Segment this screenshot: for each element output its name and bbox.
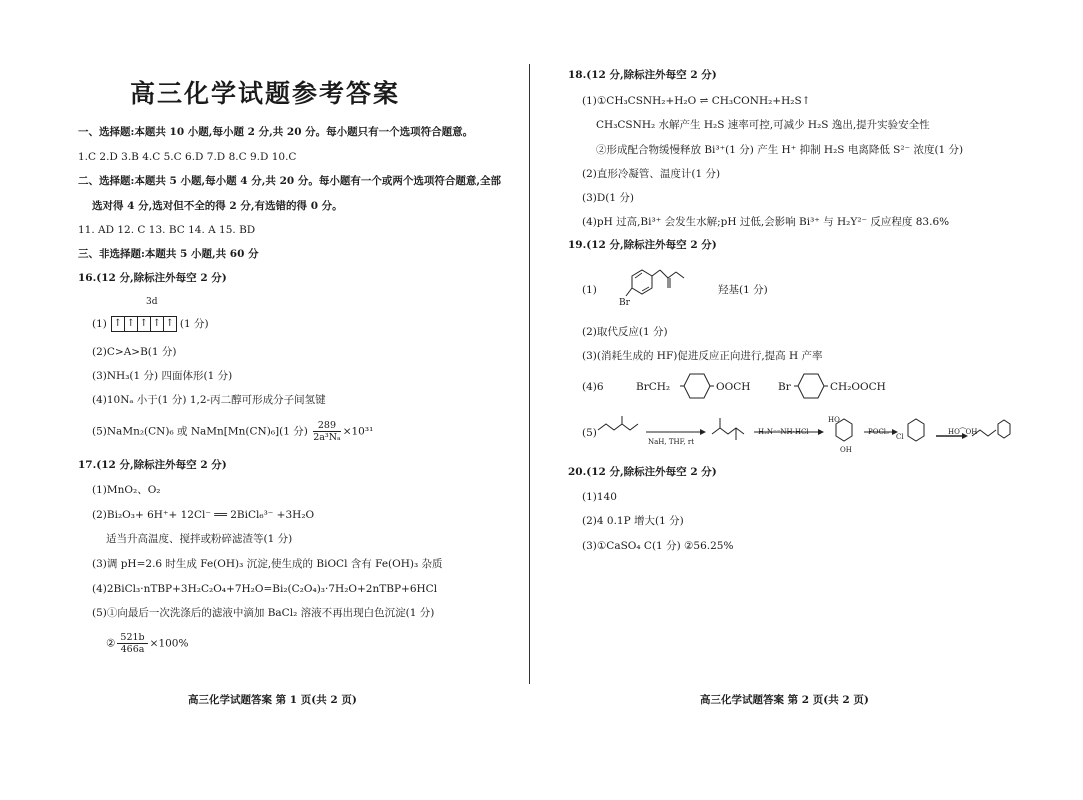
section3-header: 三、非选择题:本题共 5 小题,共 60 分 (78, 248, 259, 260)
q19-route-reagent-2: H₂N⁻⁻NH·HCl (758, 428, 809, 436)
q16-part5: (5)NaMn₂(CN)₆ 或 NaMn[Mn(CN)₆](1 分) $\frac{289}{\text{2a³Nₐ}}$ ×10³¹ (92, 420, 374, 443)
q20-header: 20.(12 分,除标注外每空 2 分) (568, 466, 717, 478)
q17-part5: (5)①向最后一次洗涤后的滤液中滴加 BaCl₂ 溶液不再出现白色沉淀(1 分) (92, 607, 435, 619)
q19-route-condition-1: NaH, THF, rt (648, 438, 695, 446)
q16-part4: (4)10Nₐ 小于(1 分) 1,2-丙二醇可形成分子间氢键 (92, 394, 326, 406)
q19-part4-isomer2-left: Br (778, 381, 791, 393)
q18-header: 18.(12 分,除标注外每空 2 分) (568, 69, 717, 81)
answer-page-2 (532, 0, 1083, 800)
q19-part2: (2)取代反应(1 分) (582, 326, 668, 338)
q20-part1: (1)140 (582, 491, 617, 503)
q19-part1-answer: 羟基(1 分) (718, 284, 768, 296)
q17-part4: (4)2BiCl₃·nTBP+3H₂C₂O₄+7H₂O=Bi₂(C₂O₄)₃·7H₂O+2nTBP+6HCl (92, 583, 438, 595)
orbital-label: 3d (146, 297, 158, 307)
q19-part3: (3)(消耗生成的 HF)促进反应正向进行,提高 H 产率 (582, 350, 823, 362)
q17-part1: (1)MnO₂、O₂ (92, 484, 161, 496)
q19-part1-prefix: (1) (582, 284, 597, 296)
section2-answers: 11. AD 12. C 13. BC 14. A 15. BD (78, 224, 256, 236)
q19-part5-prefix: (5) (582, 427, 597, 439)
q19-br-label: Br (619, 298, 630, 308)
page-title: 高三化学试题参考答案 (129, 79, 400, 108)
q19-part4-isomer1-right: OOCH (716, 381, 751, 393)
q20-part3: (3)①CaSO₄ C(1 分) ②56.25% (582, 540, 734, 552)
q18-part1: (1)①CH₃CSNH₂+H₂O ⇌ CH₃CONH₂+H₂S↑ (582, 95, 811, 107)
q16-part2: (2)C>A>B(1 分) (92, 346, 177, 358)
q19-route-glycol: HO⁀OH (948, 428, 978, 436)
orbital-diagram: ↑ ↑ ↑ ↑ ↑ (111, 316, 176, 332)
page1-footer: 高三化学试题答案 第 1 页(共 2 页) (188, 694, 357, 706)
q20-part2: (2)4 0.1P 增大(1 分) (582, 515, 684, 527)
q17-part2b: 适当升高温度、搅拌或粉碎滤渣等(1 分) (106, 533, 293, 545)
section1-header: 一、选择题:本题共 10 小题,每小题 2 分,共 20 分。每小题只有一个选项符合题意。 (78, 126, 474, 138)
q18-part2: (2)直形冷凝管、温度计(1 分) (582, 168, 721, 180)
section2-header-cont: 选对得 4 分,选对但不全的得 2 分,有选错的得 0 分。 (92, 200, 343, 212)
q19-benzene-1 (680, 368, 714, 404)
q19-part4-prefix: (4)6 (582, 381, 604, 393)
q19-part4-isomer1-left: BrCH₂ (636, 381, 671, 393)
section2-header: 二、选择题:本题共 5 小题,每小题 4 分,共 20 分。每小题有一个或两个选项符合题意,全部 (78, 175, 501, 187)
q17-header: 17.(12 分,除标注外每空 2 分) (78, 459, 227, 471)
q19-part4-isomer2-right: CH₂OOCH (830, 381, 886, 393)
q19-benzene-2 (794, 368, 828, 404)
q19-route-oh: OH (840, 446, 852, 454)
q16-header: 16.(12 分,除标注外每空 2 分) (78, 272, 227, 284)
answer-page-1 (0, 0, 530, 800)
q19-route-cl: Cl (896, 433, 904, 441)
q16-part3: (3)NH₃(1 分) 四面体形(1 分) (92, 370, 233, 382)
q17-part3: (3)调 pH=2.6 时生成 Fe(OH)₃ 沉淀,使生成的 BiOCl 含有 Fe(OH)₃ 杂质 (92, 558, 443, 570)
page-divider (529, 64, 530, 684)
page2-footer: 高三化学试题答案 第 2 页(共 2 页) (700, 694, 869, 706)
q18-part1c: ②形成配合物缓慢释放 Bi³⁺(1 分) 产生 H⁺ 抑制 H₂S 电离降低 S²⁻ 浓度(1 分) (596, 144, 964, 156)
q17-part5b: ② $\frac{521b}{466a}$ ×100% (106, 632, 189, 655)
q16-part1: (1) ↑ ↑ ↑ ↑ ↑ (1 分) (92, 318, 209, 330)
section1-answers: 1.C 2.D 3.B 4.C 5.C 6.D 7.D 8.C 9.D 10.C (78, 151, 297, 163)
q19-route-ho: HO (828, 416, 840, 424)
q19-header: 19.(12 分,除标注外每空 2 分) (568, 239, 717, 251)
q17-part2: (2)Bi₂O₃+ 6H⁺+ 12Cl⁻ ══ 2BiCl₆³⁻ +3H₂O (92, 509, 315, 521)
q17-fraction: $\frac{521b}{466a}$ (117, 632, 147, 655)
q16-fraction: $\frac{289}{\text{2a³Nₐ}}$ (313, 420, 341, 443)
q18-part3: (3)D(1 分) (582, 192, 635, 204)
q18-part4: (4)pH 过高,Bi³⁺ 会发生水解;pH 过低,会影响 Bi³⁺ 与 H₂Y²⁻ 反应程度 83.6% (582, 216, 950, 228)
q18-part1b: CH₃CSNH₂ 水解产生 H₂S 速率可控,可减少 H₂S 逸出,提升实验安全性 (596, 119, 930, 131)
q19-route-reagent-3: POCl₃ (868, 428, 889, 436)
